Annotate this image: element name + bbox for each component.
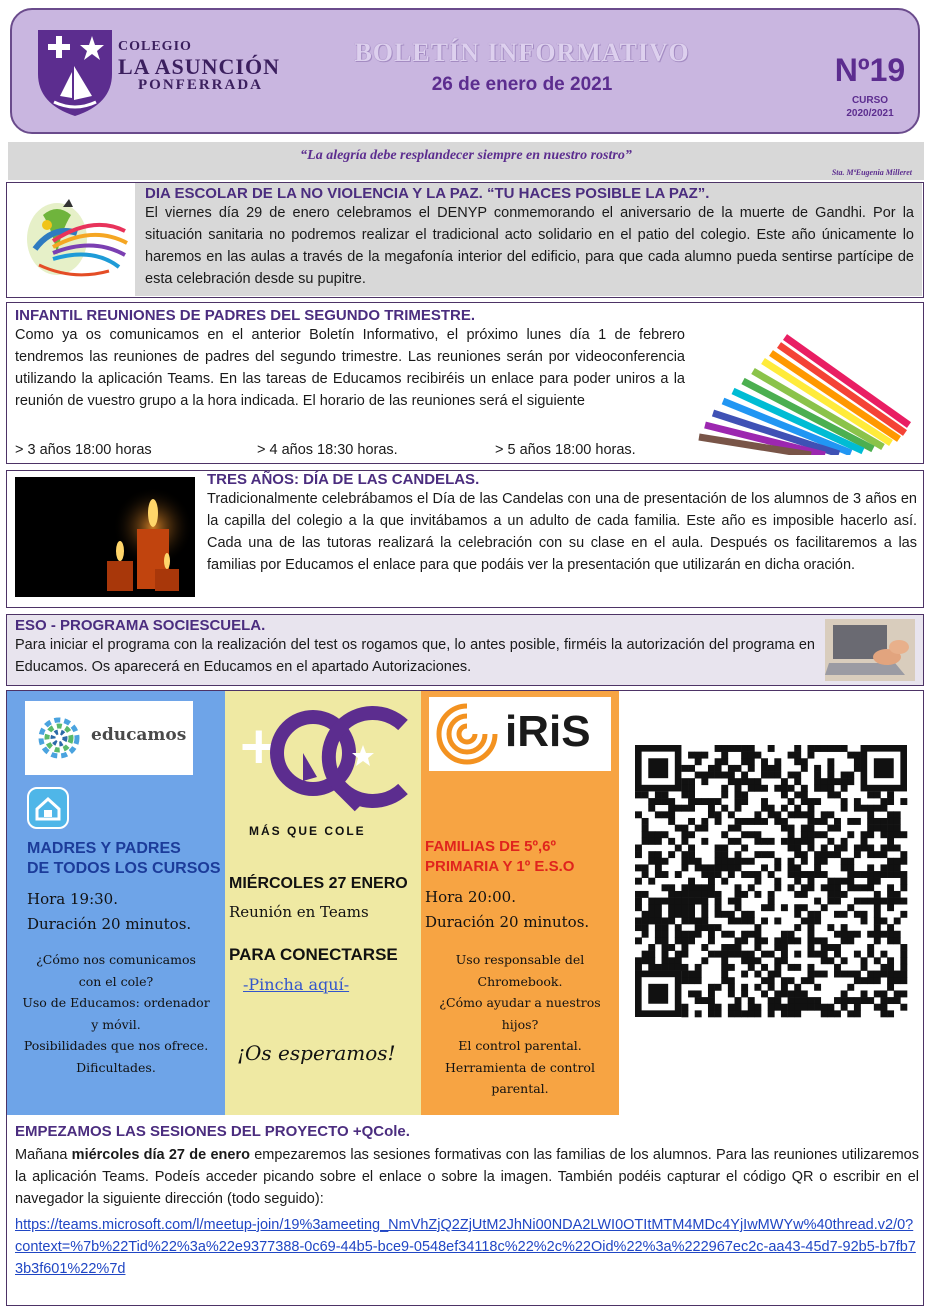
quote-bar [8,142,924,180]
section-candelas [6,470,924,608]
connect-label: PARA CONECTARSE [229,945,398,964]
join-link[interactable]: -Pincha aquí- [243,975,350,994]
colored-pencils-image [695,329,917,455]
col-meeting-info [225,691,421,1115]
bulletin-title: BOLETÍN INFORMATIVO [354,38,690,67]
svg-text:MÁS QUE COLE: MÁS QUE COLE [249,824,366,838]
iris-logo[interactable] [429,697,611,771]
hour-4-years: > 4 años 18:30 horas. [257,442,398,458]
bulletin-date: 26 de enero de 2021 [431,74,613,95]
educamos-logo-icon [33,712,85,764]
col3-topics: Uso responsable del Chromebook. ¿Cómo ayudar a nuestros hijos? El control parental. Herramienta de control parental. [439,952,601,1096]
candles-image [15,477,195,597]
project-body: Mañana miércoles día 27 de enero empezaremos las sesiones formativas con las familias de los alumnos. Para las reuniones utilizaremos la aplicación Teams. Podeís acceder picando sobre el enlace o sobre la imagen. También podéis capturar el código QR o escribir en el navegador la siguiente dirección (todo seguido): [15,1147,919,1207]
project-url [15,1214,919,1280]
col-all-courses [7,691,225,1115]
col1-heading: MADRES Y PADRES DE TODOS LOS CURSOS [27,840,221,877]
meeting-platform: Reunión en Teams [229,903,369,921]
candelas-body: Tradicionalmente celebrábamos el Día de las Candelas con una de presentación de los alumnos de 3 años en la capilla del colegio a la que invitábamos a un adulto de cada familia. Este año es imposible hacerlo así. Cada una de las tutoras realizará la celebración con su clase en el aula. Después os facilitaremos a las familias por Educamos el enlace para que podáis ver la presentación que utilizarán en dicha oración. [207,491,917,573]
home-app-icon [27,787,69,829]
peace-dove-icon [13,185,133,295]
peace-image [7,183,135,296]
qr-code[interactable] [627,737,915,1025]
infantil-title: INFANTIL REUNIONES DE PADRES DEL SEGUNDO TRIMESTRE. [15,307,476,324]
project-title: EMPEZAMOS LAS SESIONES DEL PROYECTO +QCole. [15,1123,410,1140]
candelas-content [207,471,917,576]
qcole-logo-icon[interactable] [235,701,415,843]
peace-content [135,183,922,296]
educamos-wordmark: educamos [91,725,187,745]
section-eso [6,614,924,686]
bulletin-header [10,8,920,134]
laptop-image [825,619,915,681]
eso-title: ESO - PROGRAMA SOCIESCUELA. [15,617,266,634]
school-crest-icon [34,26,116,118]
col1-schedule: Hora 19:30. Duración 20 minutos. [27,890,192,933]
hour-3-years: > 3 años 18:00 horas [15,442,152,458]
issue-number: Nº19 [834,52,906,88]
teams-meeting-link[interactable]: https://teams.microsoft.com/l/meetup-join/19%3ameeting_NmVhZjQ2ZjUtM2JhNi00NDA2LWI0OTItMTM4MDc4YjIwMWYw%40thread.v2/0?context=%7b%22Tid%22%3a%22e9377388-0c69-44b5-bce9-0548ef34118c%22%2c%22Oid%22%3a%222967ec2c-aa43-45d7-92b5-b7fb73b3f601%22%7d [15,1217,916,1277]
educamos-logo[interactable] [25,701,193,775]
peace-body: El viernes día 29 de enero celebramos el DENYP conmemorando el aniversario de la muerte de Gandhi. Por la situación sanitaria no podremos realizar el tradicional acto solidario en el patio del colegio. Este año únicamente lo haremos en las aulas a través de la megafonía interior del edificio, para que cada alumno pueda sentirse partícipe de esta celebración desde su pupitre. [145,205,914,287]
quote-text: “La alegría debe resplandecer siempre en nuestro rostro” [300,148,632,163]
hour-5-years: > 5 años 18:00 horas. [495,442,636,458]
section-qcole [6,690,924,1306]
course-label: CURSO 2020/2021 [846,95,894,119]
project-section [15,1123,919,1280]
eso-body: Para iniciar el programa con la realización del test os rogamos que, lo antes posible, firméis la autorización del programa en Educamos. Os aparecerá en Educamos en el apartado Autorizaciones. [15,637,815,675]
candelas-title: TRES AÑOS: DÍA DE LAS CANDELAS. [207,471,480,488]
eso-content [15,617,815,678]
col-older-students [421,691,619,1115]
closing-message: ¡Os esperamos! [237,1041,396,1065]
svg-text:+: + [237,716,281,776]
school-name: COLEGIO LA ASUNCIÓN PONFERRADA [118,39,280,93]
col3-heading: FAMILIAS DE 5º,6º PRIMARIA Y 1º E.S.O [425,838,575,875]
quote-author: Sta. MªEugenia Milleret [831,168,912,177]
iris-logo-icon [435,702,499,766]
section-peace-day [6,182,924,298]
meeting-date: MIÉRCOLES 27 ENERO [229,875,408,892]
iris-wordmark: iRiS [505,707,591,756]
peace-title: DIA ESCOLAR DE LA NO VIOLENCIA Y LA PAZ. “TU HACES POSIBLE LA PAZ”. [145,185,710,202]
section-infantil [6,302,924,464]
infantil-body: Como ya os comunicamos en el anterior Boletín Informativo, el próximo lunes día 1 de febrero tendremos las reuniones de padres del segundo trimestre. Las reuniones serán por videoconferencia utilizando la aplicación Teams. En las tareas de Educamos recibiréis un enlace para poder uniros a la reunión de vuestro grupo a la hora indicada. El horario de las reuniones será el siguiente [15,327,685,409]
col1-topics: ¿Cómo nos comunicamos con el cole? Uso de Educamos: ordenador y móvil. Posibilidades que nos ofrece. Dificultades. [22,952,210,1075]
col3-schedule: Hora 20:00. Duración 20 minutos. [425,888,590,931]
infantil-content [15,307,685,412]
